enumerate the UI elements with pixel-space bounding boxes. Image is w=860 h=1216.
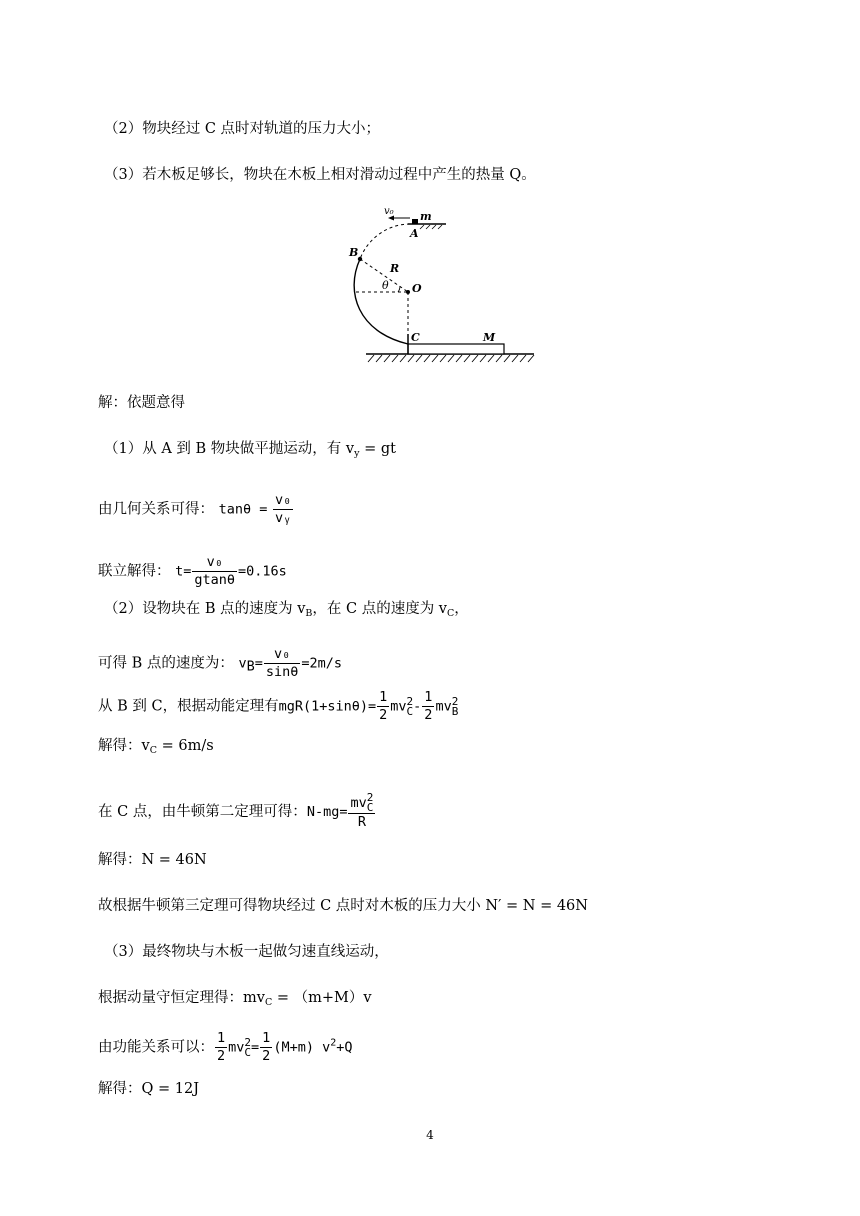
- O-label: O: [412, 282, 422, 295]
- C-label: C: [411, 331, 420, 344]
- solution-step-5: 可得 B 点的速度为： $v_B=$ $\frac{\text{v₀}}{\sin\theta}$ =2m/s: [98, 646, 343, 680]
- solution-step-7: 解得：$v_C = 6m/s$: [98, 738, 214, 756]
- R-label: R: [390, 262, 400, 275]
- question-2: （2）物块经过 C 点时对轨道的压力大小；: [104, 121, 381, 137]
- solution-step-1: （1）从 A 到 B 物块做平抛运动，有 $v_y$ = gt: [104, 441, 396, 459]
- m-label: m: [420, 210, 432, 223]
- solution-step-11: （3）最终物块与木板一起做匀速直线运动，: [104, 944, 389, 960]
- solution-step-4: （2）设物块在 B 点的速度为 $v_B$，在 C 点的速度为 $v_C$，: [104, 601, 469, 619]
- solution-step-9: 解得：N = 46N: [98, 852, 207, 868]
- solution-intro: 解：依题意得: [98, 395, 185, 411]
- solution-step-14: 解得：Q = 12J: [98, 1081, 200, 1097]
- M-label: M: [483, 331, 496, 344]
- fraction-v0-vy: $\frac{\text{v₀}}{\text{vᵧ}}$: [275, 492, 292, 526]
- physics-diagram: [340, 200, 536, 368]
- solution-step-13: 由功能关系可以： $\frac{1}{2}$ mv 2 C = $\frac{1}{2}$ (M+m) $v^2+Q$: [98, 1030, 353, 1064]
- solution-step-2: 由几何关系可得： tanθ = $\frac{\text{v₀}}{\text{vᵧ}}$: [98, 492, 292, 526]
- track-diagram-svg: [340, 200, 536, 368]
- solution-step-10: 故根据牛顿第三定理可得物块经过 C 点时对木板的压力大小 N′ = N = 46N: [98, 898, 588, 914]
- A-label: A: [410, 227, 419, 240]
- solution-step-6: 从 B 到 C，根据动能定理有mgR(1+sinθ)= $\frac{1}{2}$ mv 2 C - $\frac{1}{2}$ mv 2 B: [98, 689, 459, 723]
- question-3: （3）若木板足够长，物块在木板上相对滑动过程中产生的热量 Q。: [104, 167, 536, 183]
- solution-step-3: 联立解得： t= $\frac{\text{v₀}}{gtan\theta}$ =0.16s: [98, 554, 287, 588]
- B-label: B: [349, 246, 359, 259]
- fraction-vB: $\frac{\text{v₀}}{\sin\theta}$: [265, 646, 299, 680]
- solution-step-12: 根据动量守恒定理得：$mv_C = (m+M)v$: [98, 990, 372, 1008]
- theta-label: θ: [382, 279, 389, 292]
- fraction-t: $\frac{\text{v₀}}{gtan\theta}$: [194, 554, 236, 588]
- page-number: 4: [426, 1128, 434, 1142]
- solution-step-8: 在 C 点，由牛顿第二定理可得：N-mg= mv 2 C R: [98, 791, 374, 830]
- v0-label: v₀: [384, 206, 394, 217]
- fraction-centripetal: mv 2 C R: [350, 791, 374, 830]
